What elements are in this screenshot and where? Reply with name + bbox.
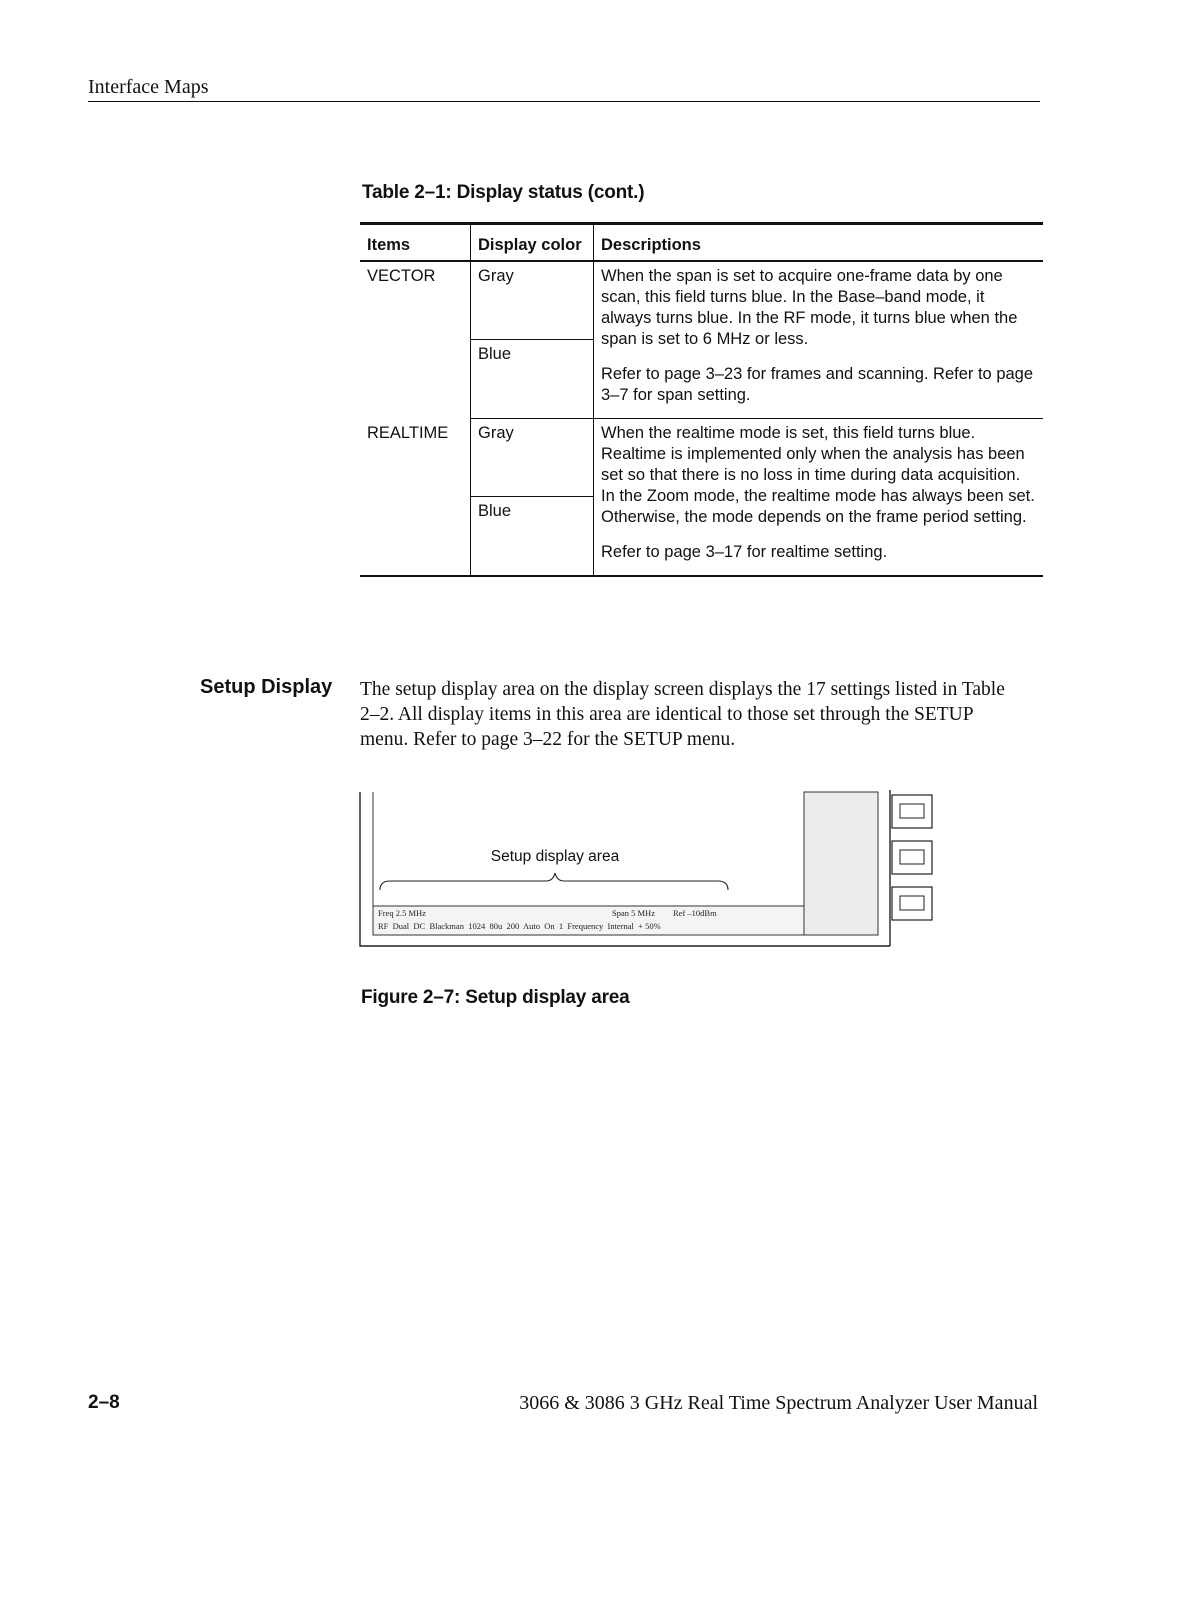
- bezel-button-face: [900, 804, 924, 818]
- description-paragraph: When the span is set to acquire one-frame data by one scan, this field turns blue. In the Base–band mode, it always turns blue. In the RF mode, it turns blue when the span is set to 6 MHz or less.: [601, 267, 1018, 348]
- description-cell: [594, 261, 1044, 419]
- section-heading: Setup Display: [200, 676, 333, 698]
- description-cell: [594, 419, 1044, 577]
- status-freq: Freq 2.5 MHz: [378, 908, 426, 918]
- running-header: Interface Maps: [88, 76, 1040, 102]
- section-body-text: The setup display area on the display screen displays the 17 settings listed in Table 2–2. All display items in this area are identical to those set through the SETUP menu. Refer to page 3–22 for the SETUP menu.: [360, 679, 1005, 750]
- color-cell-blue: Blue: [471, 497, 594, 577]
- manual-title: 3066 & 3086 3 GHz Real Time Spectrum Analyzer User Manual: [519, 1392, 1038, 1414]
- table-caption: Table 2–1: Display status (cont.): [362, 182, 645, 203]
- bezel-button-face: [900, 896, 924, 910]
- color-cell-blue: Blue: [471, 340, 594, 419]
- item-cell: REALTIME: [360, 419, 471, 577]
- color-cell-gray: Gray: [471, 261, 594, 340]
- description-paragraph: When the realtime mode is set, this field turns blue. Realtime is implemented only when the analysis has been set so that there is no loss in time during data acquisition. In the Zoom mode, the realtime mode has always been set. Otherwise, the mode depends on the frame period setting.: [601, 424, 1035, 526]
- table-row-realtime: [360, 419, 1043, 497]
- description-reference: Refer to page 3–17 for realtime setting.: [601, 543, 888, 561]
- status-ref: Ref –10dBm: [673, 908, 717, 918]
- color-cell-gray: Gray: [471, 419, 594, 497]
- table-row-vector: [360, 261, 1043, 340]
- status-span: Span 5 MHz: [612, 908, 655, 918]
- column-header-display-color: Display color: [471, 224, 594, 262]
- item-cell: VECTOR: [360, 261, 471, 419]
- callout-label: Setup display area: [490, 848, 620, 865]
- figure-caption: Figure 2–7: Setup display area: [361, 987, 630, 1008]
- setup-display-figure: [358, 790, 938, 950]
- table-header-row: [360, 224, 1043, 262]
- bezel-button-face: [900, 850, 924, 864]
- display-status-table: [360, 222, 1043, 577]
- page-number: 2–8: [88, 1392, 120, 1413]
- column-header-descriptions: Descriptions: [594, 224, 1044, 262]
- description-reference: Refer to page 3–23 for frames and scanning. Refer to page 3–7 for span setting.: [601, 365, 1034, 404]
- callout-brace: [380, 873, 728, 890]
- column-header-items: Items: [360, 224, 471, 262]
- status-settings-line: RF Dual DC Blackman 1024 80u 200 Auto On 1 Frequency Internal + 50%: [378, 921, 661, 931]
- side-menu-panel: [804, 792, 878, 935]
